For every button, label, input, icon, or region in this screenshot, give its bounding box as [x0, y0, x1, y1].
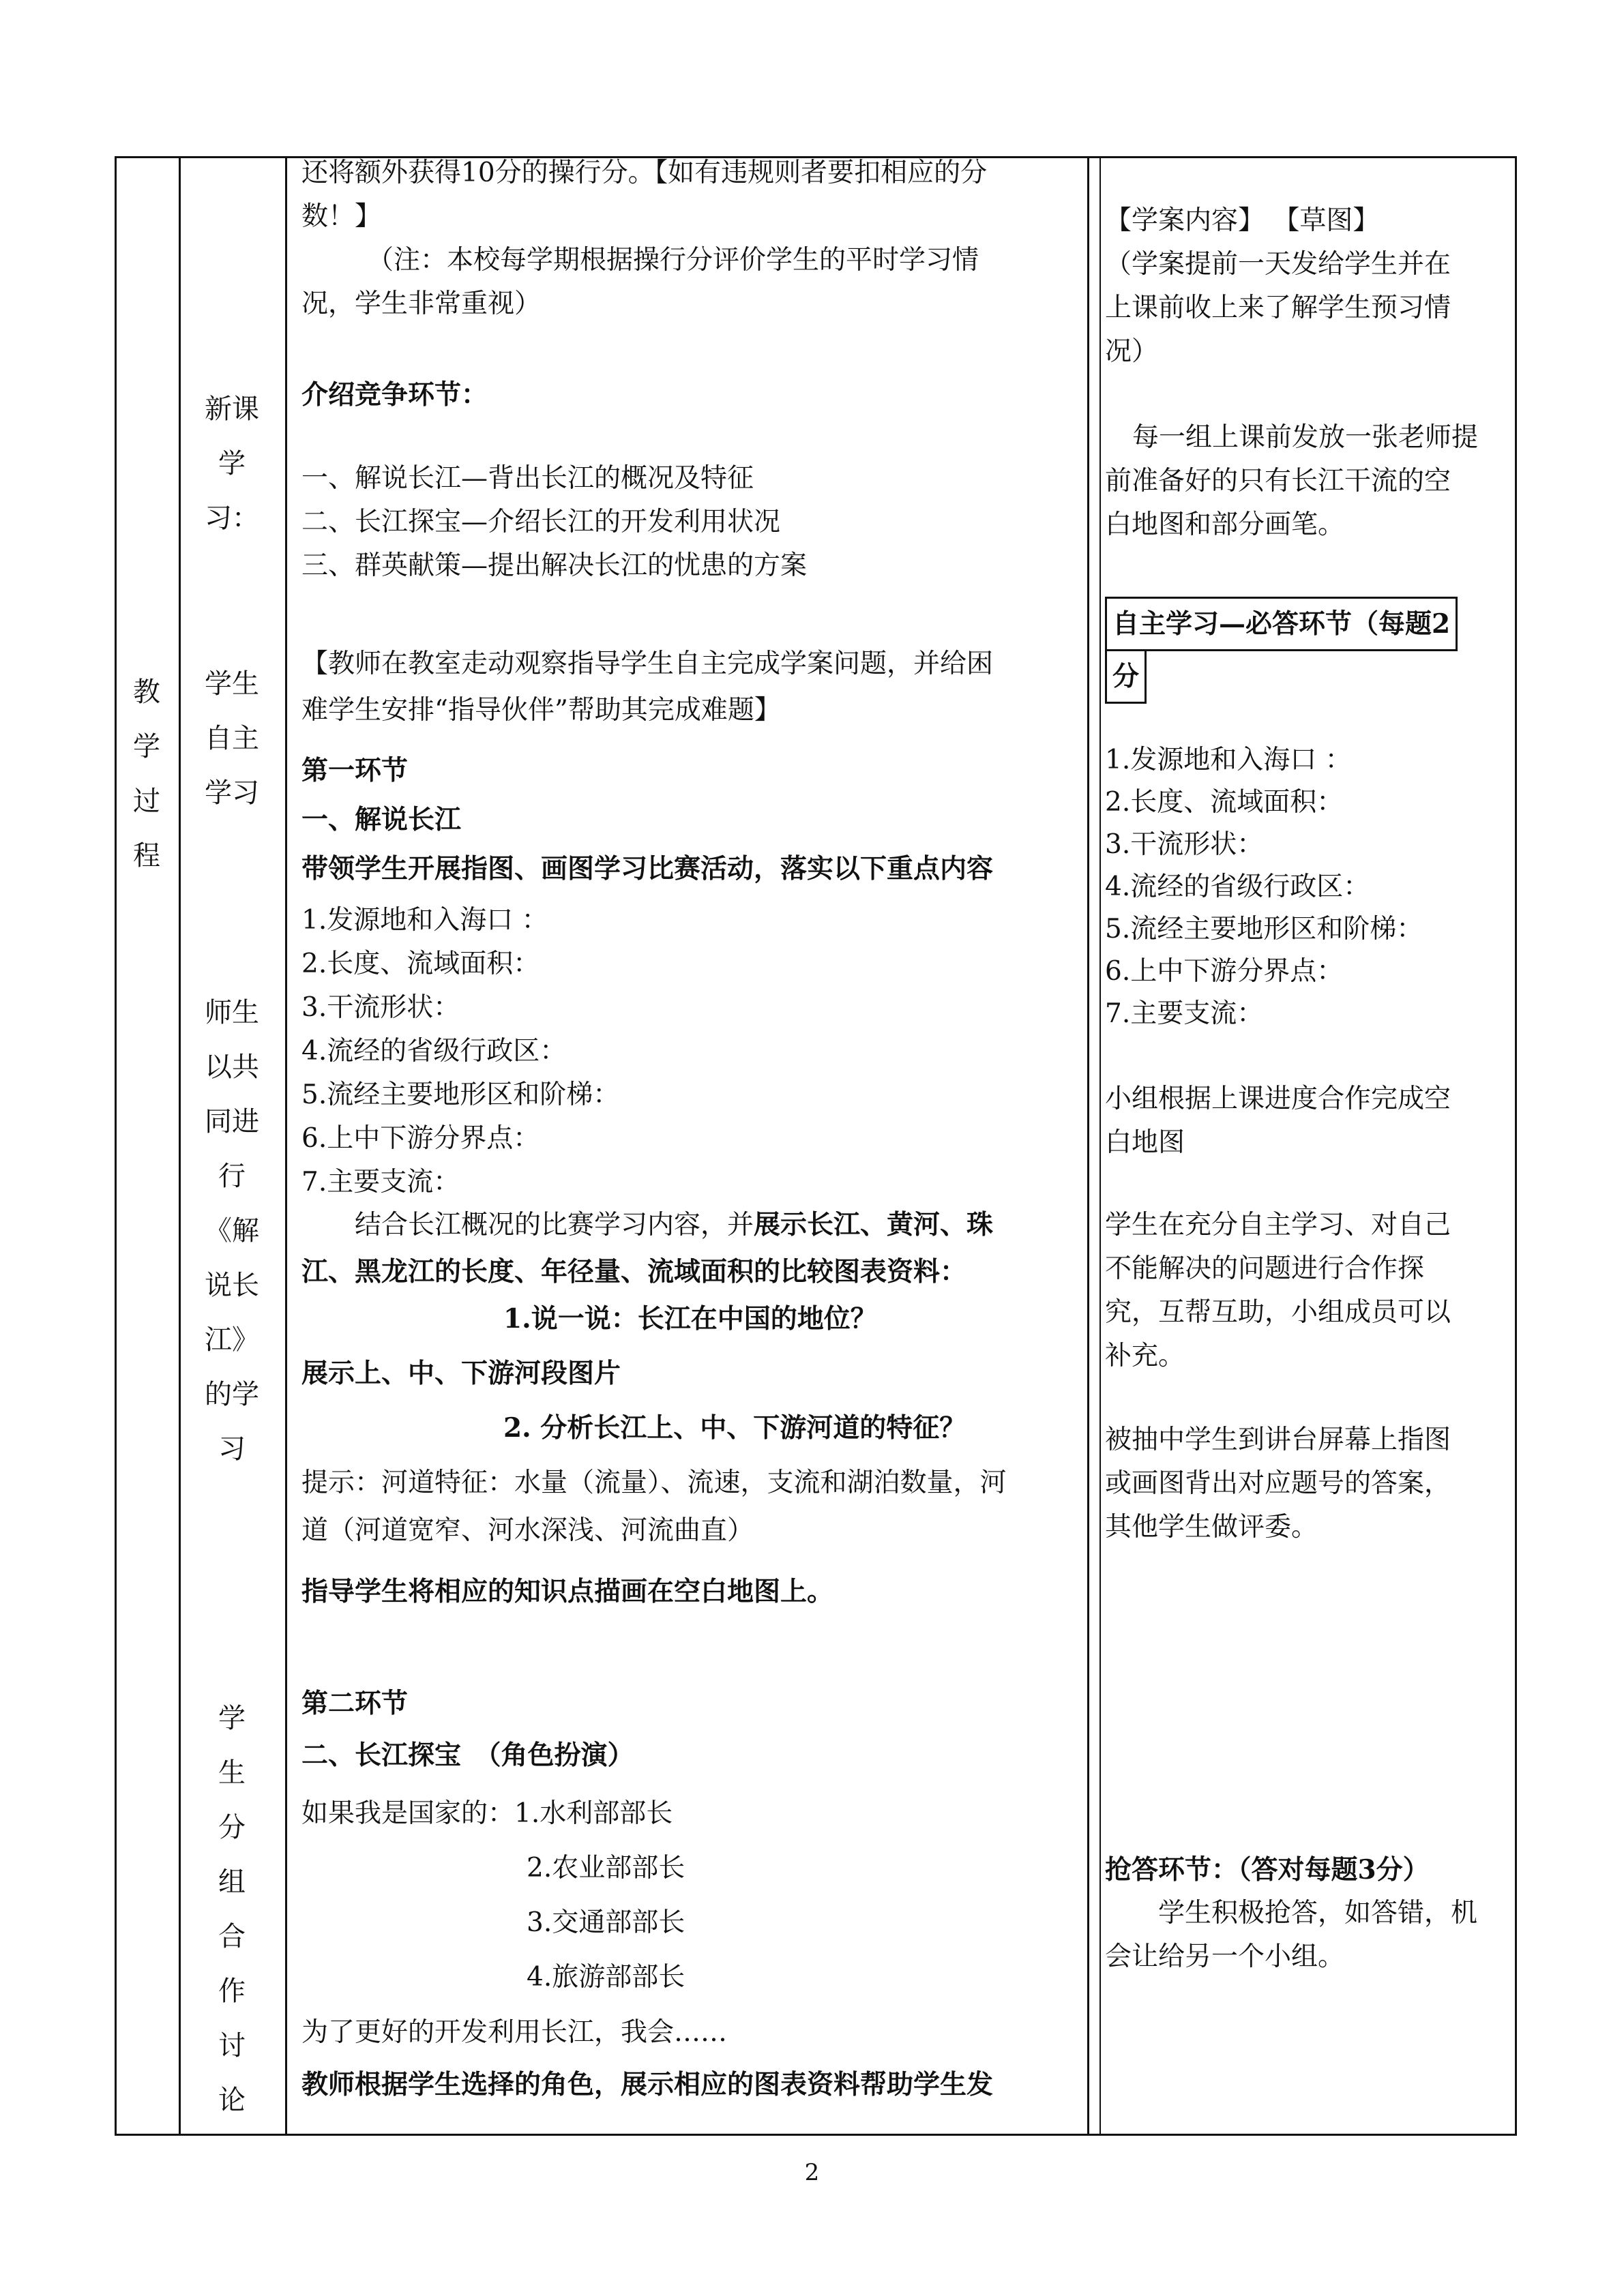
question-1: 1.说一说：长江在中国的地位？ — [503, 1303, 877, 1335]
group-discussion-label: 学 生 分 组 合 作 讨 论 — [218, 1703, 246, 2116]
self-study-label: 学生 自主 学习 — [205, 668, 259, 809]
side-cooperate: 学生在充分自主学习、对自己 不能解决的问题进行合作探 究，互帮互助，小组成员可以 补充。 — [1105, 1210, 1451, 1371]
intro-text: 还将额外获得10分的操行分。【如有违规则者要扣相应的分 数！】 （注：本校每学期根据操行分评价学生的平时学习情 况，学生非常重视） — [301, 158, 988, 319]
self-study-required-box-tail: 分 — [1105, 649, 1147, 704]
hint-text: 提示：河道特征：水量（流量）、流速，支流和湖泊数量，河 道（河道宽窄、河水深浅、河流曲直） — [301, 1467, 1007, 1546]
side-group-complete: 小组根据上课进度合作完成空 白地图 — [1105, 1084, 1451, 1158]
section-2-heading: 第二环节 二、长江探宝 （角色扮演） — [301, 1688, 634, 1771]
side-points-list: 1.发源地和入海口 ： 2.长度、流域面积： 3.干流形状： 4.流经的省级行政区： 5.流经主要地形区和阶梯： 6.上中下游分界点： 7.主要支流： — [1105, 745, 1423, 1029]
side-drawn: 被抽中学生到讲台屏幕上指图 或画图背出对应题号的答案， 其他学生做评委。 — [1105, 1425, 1451, 1542]
roles-list: 如果我是国家的：1.水利部部长 2.农业部部长 3.交通部部长 4.旅游部部长 — [301, 1798, 685, 1993]
compete-items: 一、解说长江—背出长江的概况及特征 二、长江探宝—介绍长江的开发利用状况 三、群英献策—提出解决长江的忧患的方案 — [301, 463, 808, 581]
show-pictures: 展示上、中、下游河段图片 — [301, 1358, 621, 1389]
better-use: 为了更好的开发利用长江，我会…… 教师根据学生选择的角色，展示相应的图表资料帮助学生发 — [301, 2017, 994, 2100]
column-divider-1 — [179, 156, 181, 2136]
compete-title: 介绍竞争环节： — [301, 379, 488, 411]
page-number: 2 — [804, 2159, 820, 2186]
column-divider-2 — [285, 156, 287, 2136]
teacher-student-label: 师生 以共 同进 行 《解 说长 江》 的学 习 — [205, 997, 259, 1465]
guide-draw: 指导学生将相应的知识点描画在空白地图上。 — [301, 1576, 834, 1607]
column-divider-3 — [1087, 156, 1089, 2136]
main-points-list: 1.发源地和入海口 ： 2.长度、流域面积： 3.干流形状： 4.流经的省级行政区： 5.流经主要地形区和阶梯： 6.上中下游分界点： 7.主要支流： — [301, 905, 620, 1197]
column-divider-3b — [1099, 156, 1101, 2136]
teacher-note: 【教师在教室走动观察指导学生自主完成学案问题，并给困 难学生安排“指导伙伴”帮助其完成难题】 — [301, 648, 994, 726]
section-1-heading: 第一环节 一、解说长江 带领学生开展指图、画图学习比赛活动，落实以下重点内容 — [301, 755, 994, 884]
side-header: 【学案内容】 【草图】 （学案提前一天发给学生并在 上课前收上来了解学生预习情 况） — [1105, 205, 1451, 367]
new-lesson-label: 新课 学 习： — [205, 393, 259, 534]
side-group-map: 每一组上课前发放一张老师提 前准备好的只有长江干流的空 白地图和部分画笔。 — [1105, 422, 1479, 540]
self-study-required-box: 自主学习—必答环节（每题2 — [1105, 597, 1458, 651]
side-rush-answer: 抢答环节：（答对每题3分） 学生积极抢答，如答错，机 会让给另一个小组。 — [1105, 1854, 1478, 1972]
question-2: 2. 分析长江上、中、下游河道的特征？ — [503, 1412, 966, 1444]
teaching-process-label: 教 学 过 程 — [133, 676, 160, 871]
combine-paragraph: 结合长江概况的比赛学习内容，并展示长江、黄河、珠 江、黑龙江的长度、年径量、流域面积的比较图表资料： — [301, 1209, 994, 1287]
